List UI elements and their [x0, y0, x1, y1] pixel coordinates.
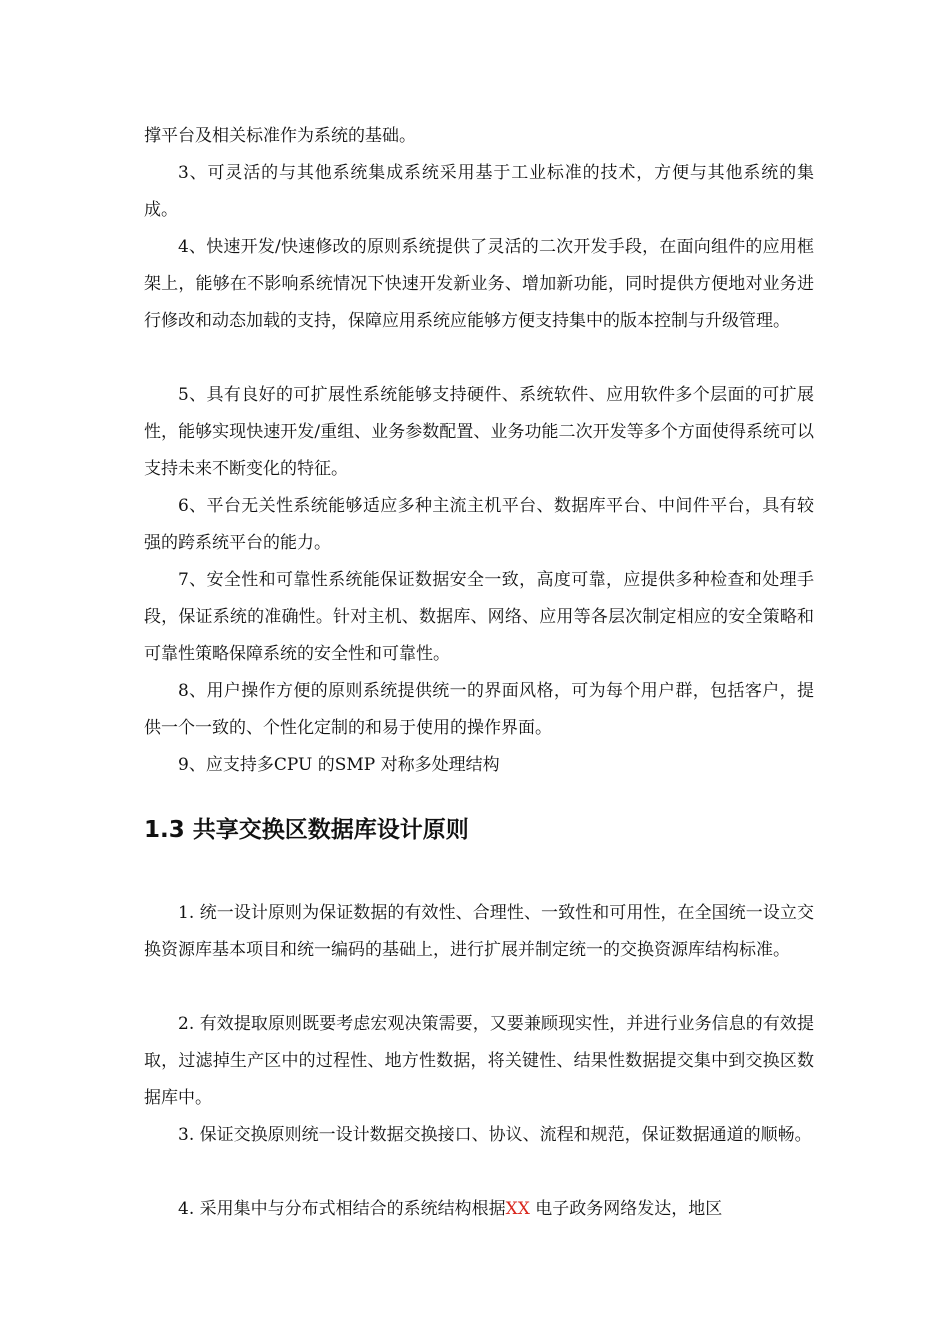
- principle-4-text-before: 4. 采用集中与分布式相结合的系统结构根据: [178, 1199, 506, 1219]
- paragraph-item-5: 5、具有良好的可扩展性系统能够支持硬件、系统软件、应用软件多个层面的可扩展性，能够实现快速开发/重组、业务参数配置、业务功能二次开发等多个方面使得系统可以支持未来不断变化的特征。: [144, 385, 814, 479]
- paragraph-principle-2: 2. 有效提取原则既要考虑宏观决策需要，又要兼顾现实性，并进行业务信息的有效提取，过滤掉生产区中的过程性、地方性数据，将关键性、结果性数据提交集中到交换区数据库中。: [144, 1014, 814, 1108]
- paragraph-item-9: 9、应支持多CPU 的SMP 对称多处理结构: [178, 755, 500, 775]
- paragraph-item-3: 3、可灵活的与其他系统集成系统采用基于工业标准的技术，方便与其他系统的集成。: [144, 163, 814, 220]
- paragraph-item-8: 8、用户操作方便的原则系统提供统一的界面风格，可为每个用户群，包括客户，提供一个一致的、个性化定制的和易于使用的操作界面。: [144, 681, 814, 738]
- paragraph-principle-1: 1. 统一设计原则为保证数据的有效性、合理性、一致性和可用性，在全国统一设立交换资源库基本项目和统一编码的基础上，进行扩展并制定统一的交换资源库结构标准。: [144, 903, 814, 960]
- paragraph-principle-3: 3. 保证交换原则统一设计数据交换接口、协议、流程和规范，保证数据通道的顺畅。: [178, 1125, 812, 1145]
- paragraph-item-6: 6、平台无关性系统能够适应多种主流主机平台、数据库平台、中间件平台，具有较强的跨系统平台的能力。: [144, 496, 814, 553]
- paragraph-continuation: 撑平台及相关标准作为系统的基础。: [144, 126, 416, 146]
- paragraph-item-7: 7、安全性和可靠性系统能保证数据安全一致，高度可靠，应提供多种检查和处理手段，保证系统的准确性。针对主机、数据库、网络、应用等各层次制定相应的安全策略和可靠性策略保障系统的安全性和可靠性。: [144, 570, 814, 664]
- paragraph-principle-4: [144, 1191, 814, 1228]
- paragraph-item-4: 4、快速开发/快速修改的原则系统提供了灵活的二次开发手段，在面向组件的应用框架上，能够在不影响系统情况下快速开发新业务、增加新功能，同时提供方便地对业务进行修改和动态加载的支持，保障应用系统应能够方便支持集中的版本控制与升级管理。: [144, 237, 814, 331]
- principle-4-text-after: 电子政务网络发达，地区: [529, 1199, 723, 1219]
- highlighted-placeholder: XX: [505, 1199, 530, 1219]
- section-heading: 1.3 共享交换区数据库设计原则: [144, 817, 469, 843]
